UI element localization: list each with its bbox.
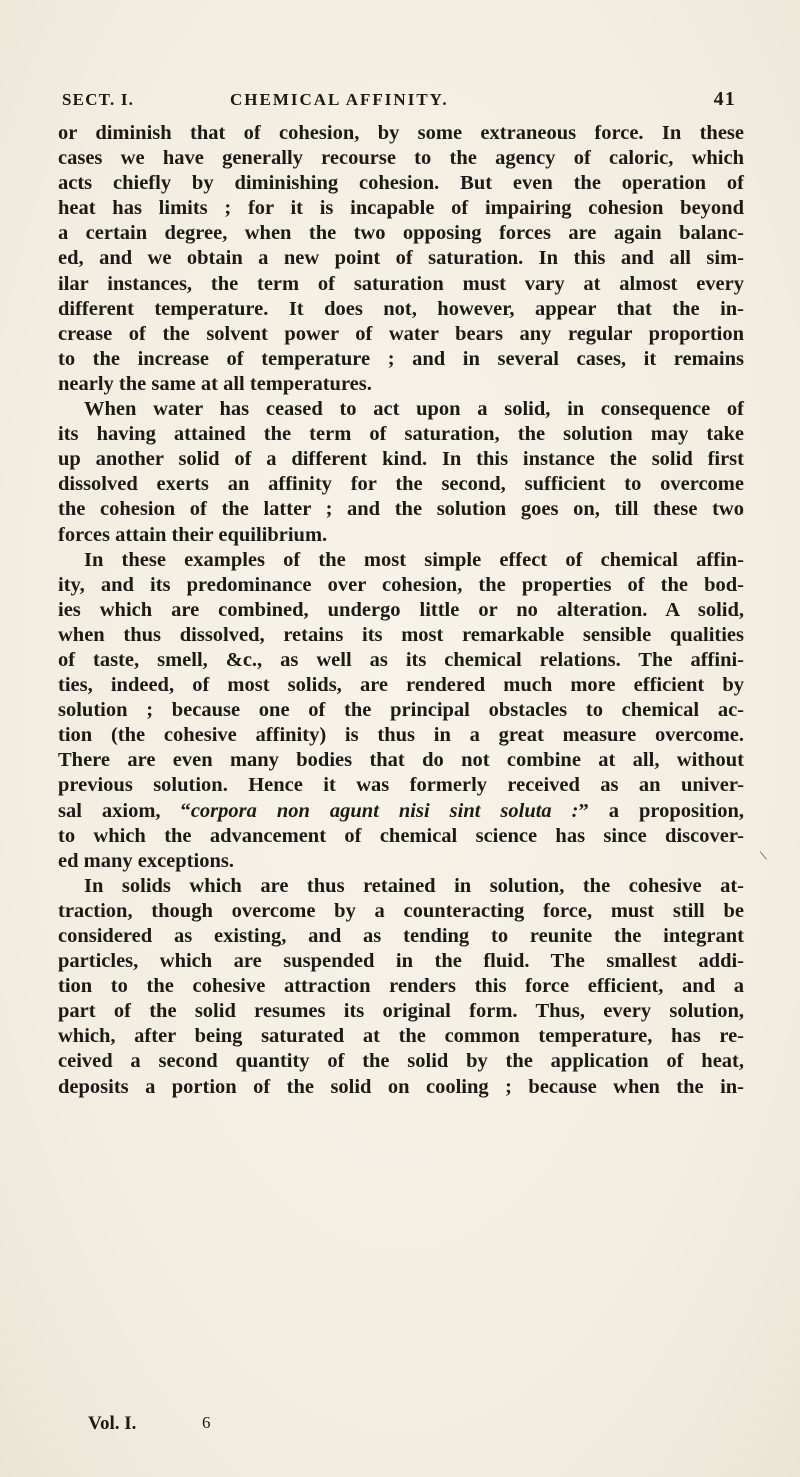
page-footer: [88, 1413, 288, 1439]
text-line: forces attain their equilibrium.: [58, 523, 328, 546]
text-line: [58, 799, 744, 824]
text-line: the cohesion of the latter ; and the solution goes on, till these two: [58, 498, 744, 521]
text-line: acts chiefly by diminishing cohesion. But even the operation of: [58, 172, 744, 195]
text-line: of taste, smell, &c., as well as its chemical relations. The affini-: [58, 648, 744, 671]
text-line: In these examples of the most simple effect of chemical affin-: [84, 548, 744, 571]
signature-mark: 6: [202, 1413, 211, 1432]
text-line: previous solution. Hence it was formerly received as an univer-: [58, 774, 744, 797]
text-line: or diminish that of cohesion, by some extraneous force. In these: [58, 122, 744, 144]
text-line: dissolved exerts an affinity for the second, sufficient to overcome: [58, 473, 744, 496]
text-line: ilar instances, the term of saturation must vary at almost every: [58, 272, 744, 295]
text-line: tion to the cohesive attraction renders this force efficient, and a: [58, 975, 744, 998]
text-line: There are even many bodies that do not combine at all, without: [58, 749, 744, 772]
margin-mark: \: [759, 848, 769, 865]
text-line: which, after being saturated at the common temperature, has re-: [58, 1025, 744, 1048]
text-line: ties, indeed, of most solids, are rendered much more efficient by: [58, 674, 744, 697]
text-fragment: ” a proposition,: [578, 799, 744, 822]
text-line: heat has limits ; for it is incapable of impairing cohesion beyond: [58, 197, 744, 220]
text-line: ceived a second quantity of the solid by the application of heat,: [58, 1050, 744, 1073]
chapter-title: CHEMICAL AFFINITY.: [230, 90, 449, 109]
text-line: to the increase of temperature ; and in several cases, it remains: [58, 347, 744, 370]
text-line: up another solid of a different kind. In this instance the solid first: [58, 448, 744, 471]
text-line: tion (the cohesive affinity) is thus in a great measure overcome.: [58, 724, 744, 747]
body-text: [58, 121, 744, 1100]
text-line: solution ; because one of the principal obstacles to chemical ac-: [58, 699, 744, 722]
text-line: ed, and we obtain a new point of saturation. In this and all sim-: [58, 247, 744, 270]
text-line: considered as existing, and as tending to reunite the integrant: [58, 925, 744, 947]
page-number: 41: [713, 88, 736, 110]
section-label: SECT. I.: [62, 90, 135, 109]
text-line: particles, which are suspended in the fluid. The smallest addi-: [58, 950, 744, 973]
text-fragment: sal axiom, “: [58, 799, 191, 822]
text-line: When water has ceased to act upon a solid, in consequence of: [84, 398, 744, 421]
text-line: a certain degree, when the two opposing forces are again balanc-: [58, 222, 744, 245]
text-line: nearly the same at all temperatures.: [58, 372, 372, 395]
text-line: different temperature. It does not, however, appear that the in-: [58, 297, 744, 320]
text-line: In solids which are thus retained in solution, the cohesive at-: [84, 874, 744, 897]
text-line: ed many exceptions.: [58, 849, 234, 872]
volume-label: Vol. I.: [88, 1413, 137, 1434]
text-line: ies which are combined, undergo little or no alteration. A solid,: [58, 598, 744, 621]
latin-quotation: corpora non agunt nisi sint soluta :: [190, 799, 579, 822]
text-line: part of the solid resumes its original form. Thus, every solution,: [58, 1000, 744, 1023]
text-line: traction, though overcome by a counteracting force, must still be: [58, 899, 744, 922]
running-header: [62, 90, 736, 114]
text-line: its having attained the term of saturation, the solution may take: [58, 423, 744, 446]
text-line: cases we have generally recourse to the agency of caloric, which: [58, 147, 744, 170]
text-line: deposits a portion of the solid on cooling ; because when the in-: [58, 1075, 744, 1098]
text-line: when thus dissolved, retains its most remarkable sensible qualities: [58, 623, 744, 646]
text-line: ity, and its predominance over cohesion, the properties of the bod-: [58, 573, 744, 596]
text-line: crease of the solvent power of water bears any regular proportion: [58, 322, 744, 345]
text-line: to which the advancement of chemical science has since discover-: [58, 824, 744, 847]
